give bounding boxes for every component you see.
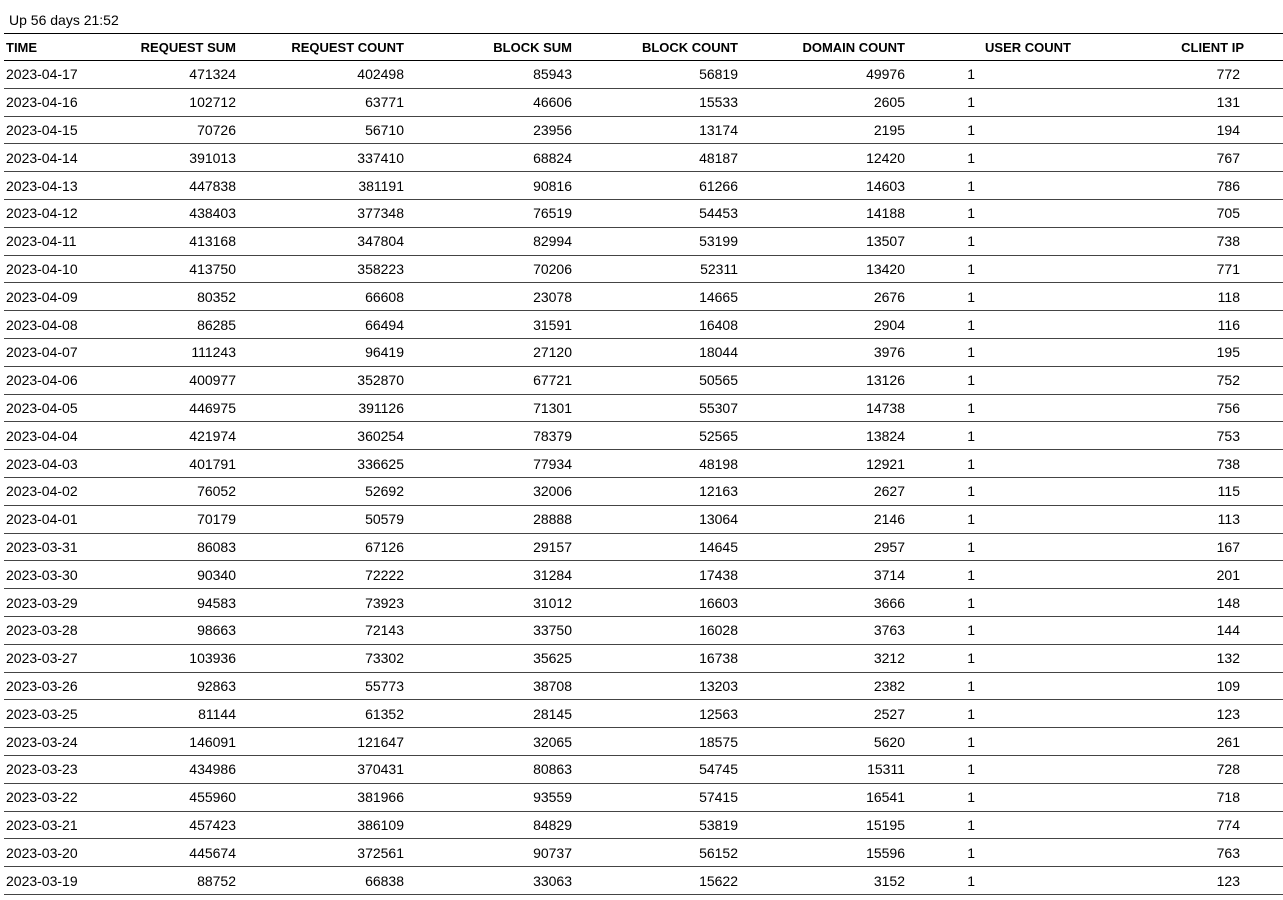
cell-domain-count: 2627 [740,477,908,505]
cell-time: 2023-03-21 [4,811,134,839]
cell-client-ip: 123 [1074,700,1283,728]
cell-request-sum: 103936 [134,644,238,672]
cell-time: 2023-04-15 [4,116,134,144]
cell-user-count: 1 [908,172,1074,200]
cell-client-ip: 195 [1074,338,1283,366]
cell-block-count: 16028 [574,616,740,644]
cell-block-sum: 28145 [406,700,574,728]
table-row [4,700,1283,728]
cell-block-sum: 78379 [406,422,574,450]
cell-request-count: 73923 [238,589,406,617]
table-row [4,338,1283,366]
cell-user-count: 1 [908,589,1074,617]
cell-request-sum: 111243 [134,338,238,366]
cell-time: 2023-03-31 [4,533,134,561]
cell-user-count: 1 [908,366,1074,394]
cell-client-ip: 756 [1074,394,1283,422]
cell-block-count: 15622 [574,867,740,895]
cell-request-count: 50579 [238,505,406,533]
cell-domain-count: 14603 [740,172,908,200]
cell-request-sum: 76052 [134,477,238,505]
cell-domain-count: 3152 [740,867,908,895]
column-header-user-count: USER COUNT [908,34,1074,61]
cell-block-count: 54453 [574,199,740,227]
cell-request-count: 72143 [238,616,406,644]
cell-client-ip: 132 [1074,644,1283,672]
table-header-row [4,34,1283,61]
cell-client-ip: 786 [1074,172,1283,200]
cell-block-sum: 67721 [406,366,574,394]
cell-domain-count: 5620 [740,728,908,756]
cell-block-sum: 70206 [406,255,574,283]
cell-request-count: 67126 [238,533,406,561]
cell-block-sum: 80863 [406,755,574,783]
cell-user-count: 1 [908,533,1074,561]
cell-time: 2023-03-24 [4,728,134,756]
cell-time: 2023-03-28 [4,616,134,644]
cell-user-count: 1 [908,450,1074,478]
cell-client-ip: 728 [1074,755,1283,783]
cell-user-count: 1 [908,227,1074,255]
cell-block-count: 13203 [574,672,740,700]
cell-time: 2023-04-10 [4,255,134,283]
cell-client-ip: 109 [1074,672,1283,700]
cell-request-sum: 146091 [134,728,238,756]
cell-client-ip: 116 [1074,311,1283,339]
table-row [4,172,1283,200]
cell-block-count: 14645 [574,533,740,561]
cell-client-ip: 771 [1074,255,1283,283]
cell-user-count: 1 [908,144,1074,172]
cell-request-sum: 438403 [134,199,238,227]
table-row [4,561,1283,589]
uptime-status: Up 56 days 21:52 [9,12,119,28]
cell-block-sum: 82994 [406,227,574,255]
cell-block-count: 48187 [574,144,740,172]
cell-request-sum: 413750 [134,255,238,283]
cell-request-sum: 446975 [134,394,238,422]
cell-time: 2023-04-17 [4,61,134,89]
cell-block-count: 56152 [574,839,740,867]
cell-request-sum: 92863 [134,672,238,700]
cell-request-count: 73302 [238,644,406,672]
cell-request-sum: 94583 [134,589,238,617]
cell-request-count: 72222 [238,561,406,589]
table-row [4,311,1283,339]
cell-request-sum: 434986 [134,755,238,783]
cell-request-count: 66494 [238,311,406,339]
cell-request-count: 56710 [238,116,406,144]
cell-block-count: 53819 [574,811,740,839]
cell-request-sum: 70179 [134,505,238,533]
cell-domain-count: 13824 [740,422,908,450]
cell-time: 2023-03-29 [4,589,134,617]
cell-domain-count: 2957 [740,533,908,561]
cell-request-sum: 102712 [134,88,238,116]
table-row [4,255,1283,283]
cell-block-count: 12563 [574,700,740,728]
cell-user-count: 1 [908,700,1074,728]
cell-block-sum: 93559 [406,783,574,811]
table-row [4,755,1283,783]
table-row [4,144,1283,172]
cell-request-count: 337410 [238,144,406,172]
cell-domain-count: 2146 [740,505,908,533]
column-header-request-sum: REQUEST SUM [134,34,238,61]
cell-domain-count: 3212 [740,644,908,672]
cell-user-count: 1 [908,199,1074,227]
cell-time: 2023-04-16 [4,88,134,116]
table-row [4,811,1283,839]
cell-client-ip: 738 [1074,450,1283,478]
cell-client-ip: 772 [1074,61,1283,89]
cell-time: 2023-04-08 [4,311,134,339]
cell-time: 2023-03-22 [4,783,134,811]
cell-domain-count: 15195 [740,811,908,839]
cell-block-sum: 27120 [406,338,574,366]
cell-user-count: 1 [908,116,1074,144]
cell-time: 2023-03-23 [4,755,134,783]
cell-request-sum: 90340 [134,561,238,589]
cell-block-count: 52565 [574,422,740,450]
cell-user-count: 1 [908,283,1074,311]
cell-block-sum: 77934 [406,450,574,478]
cell-block-count: 50565 [574,366,740,394]
cell-request-count: 66838 [238,867,406,895]
cell-block-count: 16603 [574,589,740,617]
cell-request-count: 391126 [238,394,406,422]
cell-time: 2023-04-13 [4,172,134,200]
cell-block-count: 57415 [574,783,740,811]
cell-domain-count: 14188 [740,199,908,227]
cell-user-count: 1 [908,839,1074,867]
cell-user-count: 1 [908,672,1074,700]
cell-user-count: 1 [908,311,1074,339]
cell-client-ip: 194 [1074,116,1283,144]
cell-client-ip: 718 [1074,783,1283,811]
table-row [4,283,1283,311]
cell-user-count: 1 [908,505,1074,533]
cell-time: 2023-03-27 [4,644,134,672]
cell-request-count: 377348 [238,199,406,227]
cell-block-sum: 76519 [406,199,574,227]
cell-request-count: 386109 [238,811,406,839]
cell-request-count: 52692 [238,477,406,505]
cell-request-count: 352870 [238,366,406,394]
cell-time: 2023-03-19 [4,867,134,895]
table-row [4,366,1283,394]
cell-client-ip: 261 [1074,728,1283,756]
cell-request-sum: 81144 [134,700,238,728]
cell-block-count: 16408 [574,311,740,339]
cell-request-count: 336625 [238,450,406,478]
cell-block-count: 55307 [574,394,740,422]
column-header-client-ip: CLIENT IP [1074,34,1283,61]
cell-request-count: 61352 [238,700,406,728]
cell-request-sum: 447838 [134,172,238,200]
cell-domain-count: 2382 [740,672,908,700]
cell-client-ip: 201 [1074,561,1283,589]
table-row [4,422,1283,450]
cell-domain-count: 2676 [740,283,908,311]
cell-request-count: 381191 [238,172,406,200]
cell-client-ip: 148 [1074,589,1283,617]
table-body [4,61,1283,895]
cell-time: 2023-04-06 [4,366,134,394]
cell-domain-count: 2904 [740,311,908,339]
cell-client-ip: 115 [1074,477,1283,505]
cell-request-count: 96419 [238,338,406,366]
cell-domain-count: 13126 [740,366,908,394]
cell-time: 2023-04-11 [4,227,134,255]
cell-block-sum: 68824 [406,144,574,172]
cell-request-count: 63771 [238,88,406,116]
cell-domain-count: 15311 [740,755,908,783]
cell-user-count: 1 [908,783,1074,811]
cell-request-count: 55773 [238,672,406,700]
cell-time: 2023-04-09 [4,283,134,311]
cell-user-count: 1 [908,338,1074,366]
cell-request-sum: 98663 [134,616,238,644]
cell-client-ip: 705 [1074,199,1283,227]
cell-domain-count: 12420 [740,144,908,172]
cell-block-count: 15533 [574,88,740,116]
cell-block-sum: 28888 [406,505,574,533]
cell-domain-count: 3763 [740,616,908,644]
table-row [4,867,1283,895]
cell-user-count: 1 [908,88,1074,116]
table-row [4,394,1283,422]
cell-request-sum: 401791 [134,450,238,478]
cell-time: 2023-04-03 [4,450,134,478]
table-row [4,88,1283,116]
column-header-block-sum: BLOCK SUM [406,34,574,61]
cell-client-ip: 753 [1074,422,1283,450]
cell-request-count: 372561 [238,839,406,867]
cell-user-count: 1 [908,867,1074,895]
cell-block-sum: 71301 [406,394,574,422]
cell-time: 2023-03-25 [4,700,134,728]
cell-client-ip: 167 [1074,533,1283,561]
cell-request-count: 370431 [238,755,406,783]
cell-block-sum: 31284 [406,561,574,589]
cell-time: 2023-04-14 [4,144,134,172]
cell-domain-count: 49976 [740,61,908,89]
cell-client-ip: 763 [1074,839,1283,867]
cell-domain-count: 12921 [740,450,908,478]
table-row [4,505,1283,533]
cell-block-sum: 85943 [406,61,574,89]
table-row [4,672,1283,700]
cell-block-sum: 32006 [406,477,574,505]
cell-client-ip: 767 [1074,144,1283,172]
cell-client-ip: 131 [1074,88,1283,116]
column-header-time: TIME [4,34,134,61]
cell-time: 2023-04-01 [4,505,134,533]
cell-block-sum: 33750 [406,616,574,644]
cell-client-ip: 738 [1074,227,1283,255]
cell-request-sum: 86285 [134,311,238,339]
cell-domain-count: 13420 [740,255,908,283]
cell-domain-count: 13507 [740,227,908,255]
table-row [4,728,1283,756]
cell-block-count: 52311 [574,255,740,283]
table-row [4,783,1283,811]
cell-block-sum: 23956 [406,116,574,144]
cell-user-count: 1 [908,255,1074,283]
cell-user-count: 1 [908,394,1074,422]
cell-client-ip: 123 [1074,867,1283,895]
cell-user-count: 1 [908,616,1074,644]
table-row [4,589,1283,617]
cell-block-count: 54745 [574,755,740,783]
cell-client-ip: 752 [1074,366,1283,394]
cell-block-sum: 23078 [406,283,574,311]
cell-request-sum: 86083 [134,533,238,561]
table-row [4,227,1283,255]
column-header-request-count: REQUEST COUNT [238,34,406,61]
table-row [4,450,1283,478]
cell-user-count: 1 [908,644,1074,672]
cell-request-sum: 421974 [134,422,238,450]
cell-domain-count: 16541 [740,783,908,811]
cell-time: 2023-04-07 [4,338,134,366]
cell-request-count: 66608 [238,283,406,311]
cell-request-sum: 471324 [134,61,238,89]
cell-request-sum: 457423 [134,811,238,839]
cell-block-sum: 31591 [406,311,574,339]
cell-block-count: 14665 [574,283,740,311]
cell-request-count: 121647 [238,728,406,756]
column-header-block-count: BLOCK COUNT [574,34,740,61]
cell-user-count: 1 [908,728,1074,756]
cell-time: 2023-03-26 [4,672,134,700]
cell-block-sum: 29157 [406,533,574,561]
cell-request-count: 360254 [238,422,406,450]
cell-request-count: 358223 [238,255,406,283]
cell-user-count: 1 [908,61,1074,89]
cell-block-count: 61266 [574,172,740,200]
cell-client-ip: 113 [1074,505,1283,533]
cell-block-count: 18044 [574,338,740,366]
cell-block-count: 13064 [574,505,740,533]
cell-request-sum: 88752 [134,867,238,895]
cell-time: 2023-04-04 [4,422,134,450]
cell-block-sum: 33063 [406,867,574,895]
cell-user-count: 1 [908,755,1074,783]
cell-request-sum: 80352 [134,283,238,311]
cell-block-count: 18575 [574,728,740,756]
cell-time: 2023-04-05 [4,394,134,422]
cell-block-sum: 38708 [406,672,574,700]
stats-table [4,33,1283,895]
table-row [4,616,1283,644]
table-row [4,116,1283,144]
cell-client-ip: 144 [1074,616,1283,644]
cell-request-sum: 70726 [134,116,238,144]
cell-request-count: 402498 [238,61,406,89]
cell-user-count: 1 [908,811,1074,839]
table-row [4,199,1283,227]
table-row [4,839,1283,867]
cell-domain-count: 2605 [740,88,908,116]
cell-user-count: 1 [908,477,1074,505]
cell-block-sum: 31012 [406,589,574,617]
cell-time: 2023-03-30 [4,561,134,589]
cell-domain-count: 3714 [740,561,908,589]
cell-time: 2023-04-12 [4,199,134,227]
cell-request-count: 381966 [238,783,406,811]
cell-block-count: 48198 [574,450,740,478]
cell-block-count: 13174 [574,116,740,144]
cell-block-sum: 32065 [406,728,574,756]
cell-block-count: 53199 [574,227,740,255]
cell-user-count: 1 [908,561,1074,589]
cell-block-sum: 46606 [406,88,574,116]
cell-request-sum: 413168 [134,227,238,255]
table-row [4,477,1283,505]
table-row [4,644,1283,672]
cell-domain-count: 15596 [740,839,908,867]
cell-block-sum: 90816 [406,172,574,200]
cell-time: 2023-04-02 [4,477,134,505]
cell-block-count: 16738 [574,644,740,672]
cell-request-count: 347804 [238,227,406,255]
cell-request-sum: 391013 [134,144,238,172]
cell-domain-count: 14738 [740,394,908,422]
cell-block-count: 56819 [574,61,740,89]
cell-request-sum: 455960 [134,783,238,811]
cell-request-sum: 400977 [134,366,238,394]
cell-domain-count: 2195 [740,116,908,144]
table-row [4,61,1283,89]
cell-block-sum: 35625 [406,644,574,672]
cell-block-count: 12163 [574,477,740,505]
cell-block-sum: 84829 [406,811,574,839]
cell-request-sum: 445674 [134,839,238,867]
cell-user-count: 1 [908,422,1074,450]
column-header-domain-count: DOMAIN COUNT [740,34,908,61]
cell-time: 2023-03-20 [4,839,134,867]
table-row [4,533,1283,561]
cell-block-count: 17438 [574,561,740,589]
cell-block-sum: 90737 [406,839,574,867]
cell-domain-count: 3976 [740,338,908,366]
cell-domain-count: 2527 [740,700,908,728]
cell-client-ip: 118 [1074,283,1283,311]
cell-domain-count: 3666 [740,589,908,617]
cell-client-ip: 774 [1074,811,1283,839]
